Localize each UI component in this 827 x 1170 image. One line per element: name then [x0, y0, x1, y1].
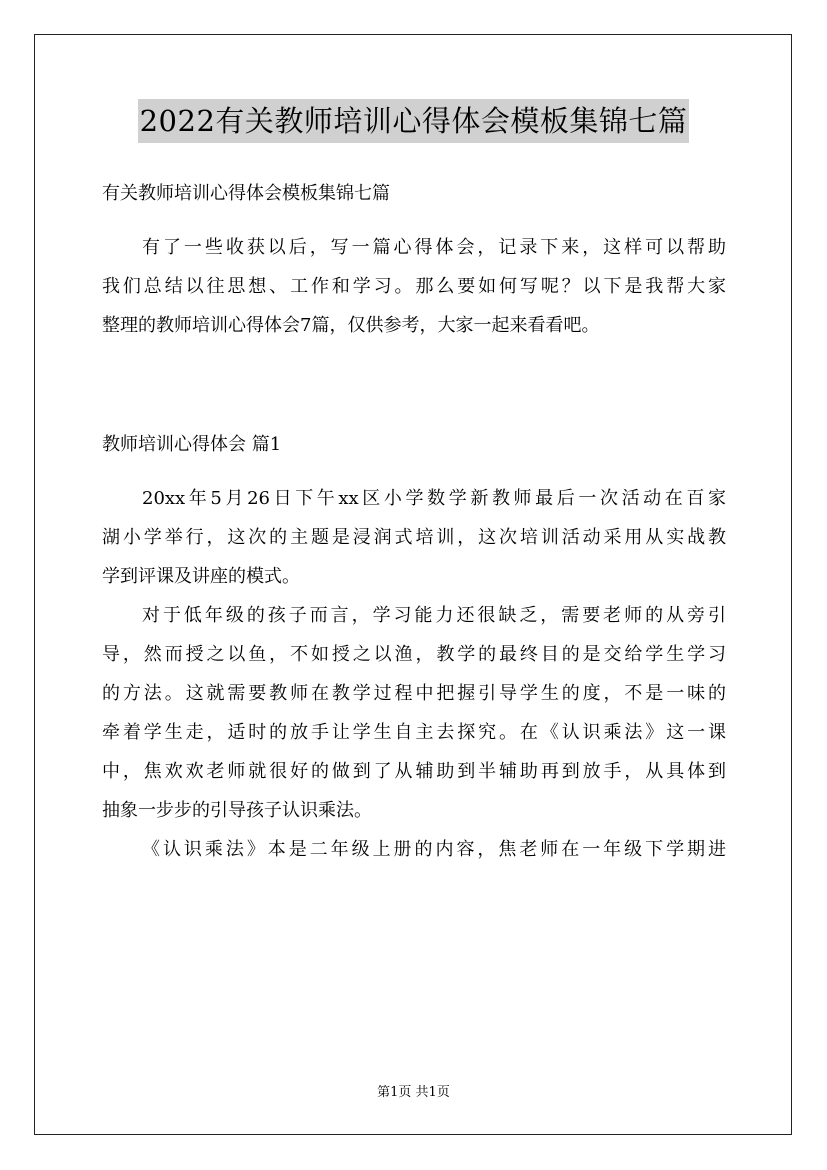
spacer [102, 345, 726, 425]
spacer [102, 213, 726, 228]
paragraph-line: 对于低年级的孩子而言，学习能力还很缺乏，需要老师的从旁引 [142, 605, 726, 626]
paragraph-line: 《认识乘法》本是二年级上册的内容，焦老师在一年级下学期进 [142, 839, 726, 860]
paragraph-line: 中，焦欢欢老师就很好的做到了从辅助到半辅助再到放手，从具体到 [102, 761, 726, 782]
paragraph-line: 牵着学生走，适时的放手让学生自主去探究。在《认识乘法》这一课 [102, 722, 726, 743]
paragraph-line: 湖小学举行，这次的主题是浸润式培训，这次培训活动采用从实战教 [102, 527, 726, 548]
paragraph-line: 导，然而授之以鱼，不如授之以渔，教学的最终目的是交给学生学习 [102, 644, 726, 665]
paragraph-line: 20xx年5月26日下午xx区小学数学新教师最后一次活动在百家 [142, 488, 726, 509]
section1-paragraph-1 [102, 479, 726, 596]
paragraph-line: 的方法。这就需要教师在教学过程中把握引导学生的度，不是一味的 [102, 683, 726, 704]
intro-paragraph [102, 228, 726, 345]
paragraph-line: 学到评课及讲座的模式。 [102, 566, 300, 587]
paragraph-line: 有了一些收获以后，写一篇心得体会，记录下来，这样可以帮助 [142, 237, 726, 258]
section-heading: 教师培训心得体会 篇1 [102, 434, 282, 455]
page-number-label: 第1页 共1页 [377, 1085, 450, 1100]
spacer [102, 464, 726, 479]
paragraph-line: 整理的教师培训心得体会7篇，仅供参考，大家一起来看看吧。 [102, 315, 600, 336]
document-subtitle: 有关教师培训心得体会模板集锦七篇 [102, 183, 390, 204]
section1-paragraph-2 [102, 596, 726, 830]
document-body [102, 174, 726, 869]
section1-paragraph-3 [102, 830, 726, 869]
title-wrap [0, 99, 827, 143]
paragraph-line: 抽象一步步的引导孩子认识乘法。 [102, 800, 372, 821]
paragraph-line: 我们总结以往思想、工作和学习。那么要如何写呢？以下是我帮大家 [102, 276, 726, 297]
document-title: 2022有关教师培训心得体会模板集锦七篇 [138, 99, 690, 143]
page-footer [0, 1084, 827, 1102]
